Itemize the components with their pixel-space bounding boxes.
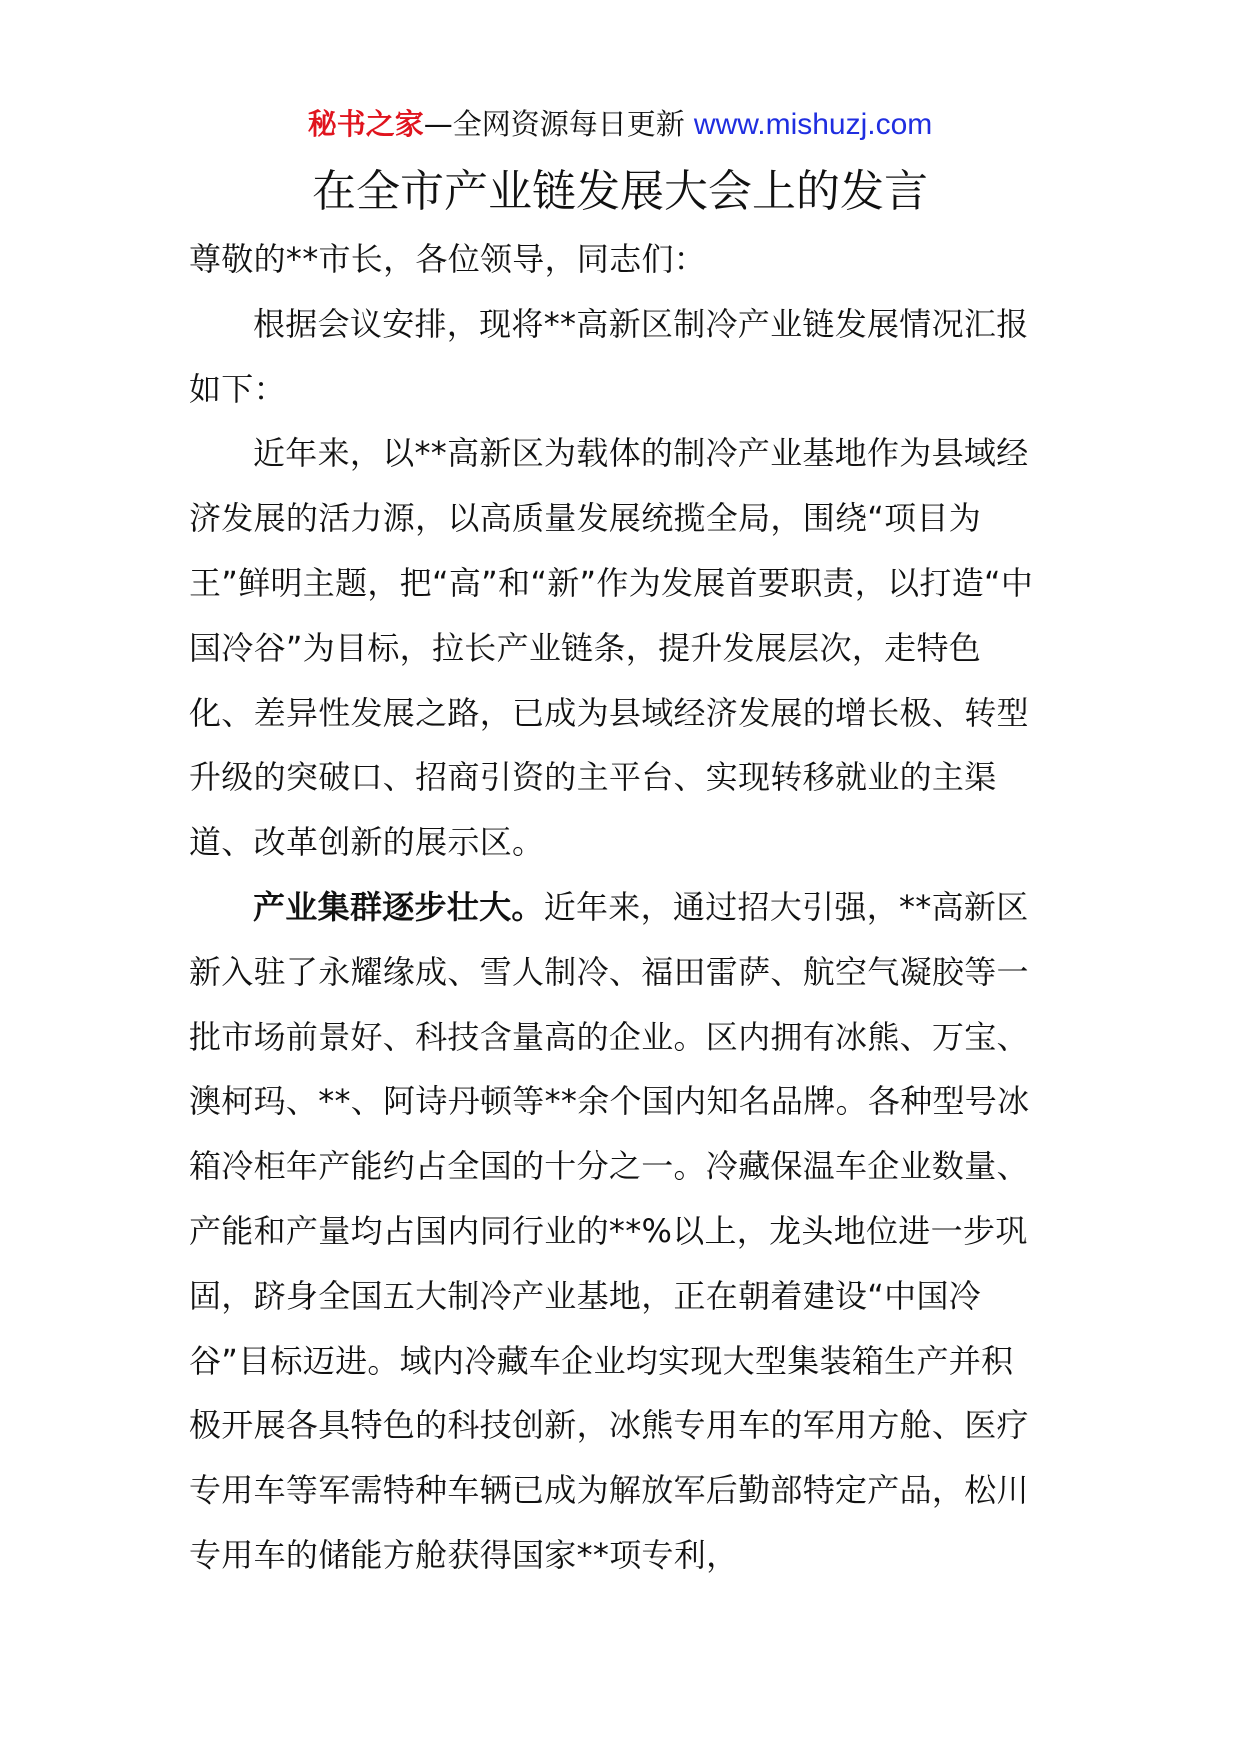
salutation: 尊敬的**市长，各位领导，同志们： [189, 240, 707, 278]
site-link[interactable]: www.mishuzj.com [693, 108, 933, 141]
paragraph [189, 421, 1039, 875]
paragraph [189, 292, 1039, 422]
paragraph [189, 875, 1039, 1588]
paragraph-text: 近年来，以**高新区为载体的制冷产业基地作为县域经济发展的活力源，以高质量发展统揽全局，围绕“项目为王”鲜明主题，把“高”和“新”作为发展首要职责，以打造“中国冷谷”为目标，拉长产业链条，提升发展层次，走特色化、差异性发展之路，已成为县域经济发展的增长极、转型升级的突破口、招商引资的主平台、实现转移就业的主渠道、改革创新的展示区。 [189, 434, 1034, 862]
paragraph-text: 根据会议安排，现将**高新区制冷产业链发展情况汇报如下： [189, 304, 1029, 408]
paragraph-lead: 产业集群逐步壮大。 [253, 887, 544, 926]
paragraph-text: 近年来，通过招大引强，**高新区新入驻了永耀缘成、雪人制冷、福田雷萨、航空气凝胶等一批市场前景好、科技含量高的企业。区内拥有冰熊、万宝、澳柯玛、**、阿诗丹顿等**余个国内知名品牌。各种型号冰箱冷柜年产能约占全国的十分之一。冷藏保温车企业数量、产能和产量均占国内同行业的**%以上，龙头地位进一步巩固，跻身全国五大制冷产业基地，正在朝着建设“中国冷谷”目标迈进。域内冷藏车企业均实现大型集装箱生产并积极开展各具特色的科技创新，冰熊专用车的军用方舱、医疗专用车等军需特种车辆已成为解放军后勤部特定产品，松川专用车的储能方舱获得国家**项专利， [189, 887, 1030, 1574]
brand-name: 秘书之家 [307, 107, 424, 141]
document-body [189, 227, 1039, 1588]
header-tagline: —全网资源每日更新 [423, 107, 694, 141]
document-title: 在全市产业链发展大会上的发言 [312, 166, 928, 217]
header-banner [0, 104, 1240, 145]
